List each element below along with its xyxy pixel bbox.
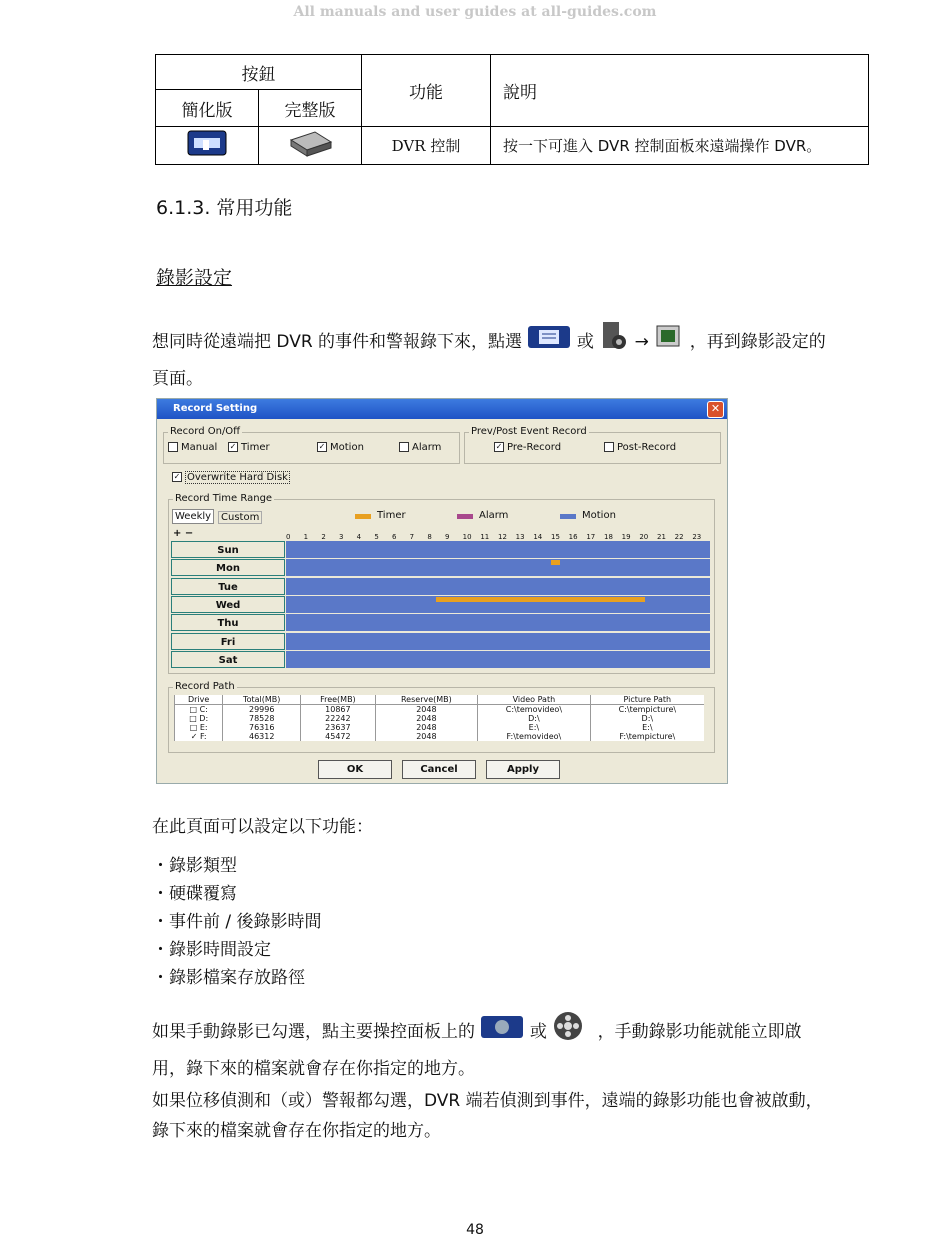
tab-weekly[interactable]: Weekly bbox=[172, 509, 214, 524]
schedule-row[interactable] bbox=[286, 559, 710, 576]
path-cell: 23637 bbox=[301, 723, 376, 732]
hour-label: 7 bbox=[409, 533, 415, 541]
header-full: 完整版 bbox=[259, 90, 362, 127]
film-reel-icon[interactable] bbox=[552, 1010, 592, 1054]
dvr-control-full-icon[interactable] bbox=[259, 127, 362, 165]
para1-text-2: ，再到錄影設定的 bbox=[689, 332, 826, 352]
para3-line2: 錄下來的檔案就會存在你指定的地方。 bbox=[152, 1121, 441, 1141]
path-cell: 29996 bbox=[223, 705, 301, 715]
hour-label: 11 bbox=[480, 533, 490, 541]
day-label: Tue bbox=[171, 578, 285, 595]
header-function: 功能 bbox=[362, 55, 491, 127]
path-cell: C:\tempicture\ bbox=[590, 705, 704, 715]
hour-label: 12 bbox=[498, 533, 507, 541]
path-cell: D:\ bbox=[590, 714, 704, 723]
legend-motion: Motion bbox=[582, 510, 616, 521]
list-item: ・事件前 / 後錄影時間 bbox=[152, 912, 322, 932]
hour-label: 19 bbox=[621, 533, 631, 541]
path-cell: 76316 bbox=[223, 723, 301, 732]
path-cell: □ D: bbox=[175, 714, 223, 723]
row-desc: 按一下可進入 DVR 控制面板來遠端操作 DVR。 bbox=[491, 127, 869, 165]
para2-text-2: ，手動錄影功能就能立即啟 bbox=[597, 1022, 802, 1042]
schedule-row[interactable] bbox=[286, 578, 710, 595]
path-cell: 78528 bbox=[223, 714, 301, 723]
cancel-button[interactable]: Cancel bbox=[402, 760, 476, 779]
path-cell: F:\temovideo\ bbox=[478, 732, 591, 741]
path-cell: 2048 bbox=[375, 732, 477, 741]
header-simple: 簡化版 bbox=[156, 90, 259, 127]
apply-button[interactable]: Apply bbox=[486, 760, 560, 779]
legend-timer-swatch bbox=[355, 514, 371, 519]
hour-label: 8 bbox=[427, 533, 432, 541]
legend-timer: Timer bbox=[377, 510, 406, 521]
section-heading: 6.1.3. 常用功能 bbox=[156, 197, 293, 219]
path-header: Total(MB) bbox=[223, 695, 301, 705]
path-cell: 22242 bbox=[301, 714, 376, 723]
schedule-row[interactable] bbox=[286, 614, 710, 631]
row-function: DVR 控制 bbox=[362, 127, 491, 165]
arrow: → bbox=[634, 332, 649, 352]
paragraph-3 bbox=[152, 1086, 823, 1146]
hour-label: 0 bbox=[286, 533, 291, 541]
subheading: 錄影設定 bbox=[156, 267, 233, 289]
paragraph-1 bbox=[152, 320, 826, 394]
schedule-row[interactable] bbox=[286, 633, 710, 650]
timer-checkbox[interactable]: ✓ Timer bbox=[229, 442, 270, 453]
list-item: ・硬碟覆寫 bbox=[152, 884, 237, 904]
path-header: Free(MB) bbox=[301, 695, 376, 705]
legend-alarm: Alarm bbox=[479, 510, 509, 521]
path-cell: E:\ bbox=[478, 723, 591, 732]
record-path-title: Record Path bbox=[175, 681, 235, 692]
path-cell: 2048 bbox=[375, 705, 477, 715]
path-header: Video Path bbox=[478, 695, 591, 705]
day-label: Sat bbox=[171, 651, 285, 668]
record-setting-full-icon[interactable] bbox=[654, 322, 684, 362]
post-record-checkbox[interactable]: Post-Record bbox=[604, 442, 676, 453]
hour-label: 10 bbox=[462, 533, 472, 541]
manual-record-simple-icon[interactable] bbox=[480, 1014, 524, 1050]
record-path-table bbox=[174, 695, 704, 741]
ok-button[interactable]: OK bbox=[318, 760, 392, 779]
path-cell: 45472 bbox=[301, 732, 376, 741]
timer-block bbox=[436, 597, 644, 602]
hour-label: 2 bbox=[321, 533, 326, 541]
manual-checkbox[interactable]: Manual bbox=[168, 442, 217, 453]
record-setting-simple-icon[interactable] bbox=[527, 324, 571, 360]
path-cell: F:\tempicture\ bbox=[590, 732, 704, 741]
day-label: Mon bbox=[171, 559, 285, 576]
intro-list: 在此頁面可以設定以下功能： bbox=[152, 817, 373, 837]
path-cell: E:\ bbox=[590, 723, 704, 732]
para1-or: 或 bbox=[576, 332, 594, 352]
hour-label: 3 bbox=[339, 533, 344, 541]
hour-label: 21 bbox=[657, 533, 666, 541]
record-onoff-title: Record On/Off bbox=[170, 426, 241, 437]
legend-alarm-swatch bbox=[457, 514, 473, 519]
para1-text: 想同時從遠端把 DVR 的事件和警報錄下來，點選 bbox=[152, 332, 523, 352]
alarm-checkbox[interactable]: Alarm bbox=[399, 442, 441, 453]
path-cell: 2048 bbox=[375, 723, 477, 732]
para1-line2: 頁面。 bbox=[152, 369, 203, 389]
day-label: Fri bbox=[171, 633, 285, 650]
hour-label: 16 bbox=[568, 533, 578, 541]
tools-icon[interactable] bbox=[599, 320, 629, 364]
schedule-row[interactable] bbox=[286, 651, 710, 668]
path-header: Drive bbox=[175, 695, 223, 705]
table-row[interactable] bbox=[175, 714, 705, 723]
path-cell: D:\ bbox=[478, 714, 591, 723]
table-row[interactable] bbox=[175, 705, 705, 715]
path-cell: ✓ F: bbox=[175, 732, 223, 741]
path-cell: C:\temovideo\ bbox=[478, 705, 591, 715]
pre-record-checkbox[interactable]: ✓ Pre-Record bbox=[495, 442, 562, 453]
paragraph-2 bbox=[152, 1010, 802, 1084]
path-cell: □ C: bbox=[175, 705, 223, 715]
tab-custom[interactable]: Custom bbox=[218, 511, 262, 524]
schedule-row[interactable] bbox=[286, 541, 710, 558]
header-desc: 說明 bbox=[491, 55, 869, 127]
day-label: Thu bbox=[171, 614, 285, 631]
hour-label: 22 bbox=[674, 533, 684, 541]
timer-block bbox=[551, 560, 560, 565]
path-cell: 2048 bbox=[375, 714, 477, 723]
dialog-title: Record Setting bbox=[173, 403, 258, 414]
list-item: ・錄影時間設定 bbox=[152, 940, 271, 960]
motion-checkbox[interactable]: ✓ Motion bbox=[318, 442, 364, 453]
day-label: Sun bbox=[171, 541, 285, 558]
table-row[interactable] bbox=[175, 732, 705, 741]
para2-or: 或 bbox=[529, 1022, 547, 1042]
path-header: Reserve(MB) bbox=[375, 695, 477, 705]
hour-label: 14 bbox=[533, 533, 543, 541]
hour-label: 18 bbox=[604, 533, 613, 541]
dialog-titlebar bbox=[157, 399, 727, 419]
hour-label: 6 bbox=[392, 533, 397, 541]
close-icon[interactable]: ✕ bbox=[707, 401, 724, 418]
path-header: Picture Path bbox=[590, 695, 704, 705]
feature-list bbox=[152, 852, 322, 992]
hour-label: 9 bbox=[445, 533, 450, 541]
header-buttons: 按鈕 bbox=[156, 55, 362, 90]
hour-label: 1 bbox=[303, 533, 309, 541]
para2-line2: 用，錄下來的檔案就會存在你指定的地方。 bbox=[152, 1059, 475, 1079]
time-range-title: Record Time Range bbox=[175, 493, 273, 504]
hour-label: 20 bbox=[639, 533, 649, 541]
hour-label: 5 bbox=[374, 533, 379, 541]
hour-label: 23 bbox=[692, 533, 702, 541]
legend-motion-swatch bbox=[560, 514, 576, 519]
path-cell: 10867 bbox=[301, 705, 376, 715]
day-label: Wed bbox=[171, 596, 285, 613]
hour-label: 13 bbox=[515, 533, 525, 541]
zoom-buttons[interactable]: + − bbox=[173, 528, 194, 539]
para2-text: 如果手動錄影已勾選，點主要操控面板上的 bbox=[152, 1022, 475, 1042]
button-table bbox=[155, 54, 869, 165]
table-row[interactable] bbox=[175, 723, 705, 732]
list-item: ・錄影檔案存放路徑 bbox=[152, 968, 305, 988]
list-item: ・錄影類型 bbox=[152, 856, 237, 876]
overwrite-checkbox[interactable]: ✓ Overwrite Hard Disk bbox=[173, 472, 288, 483]
path-cell: 46312 bbox=[223, 732, 301, 741]
watermark: All manuals and user guides at all-guides.com bbox=[293, 4, 657, 20]
hour-label: 17 bbox=[586, 533, 596, 541]
page-number: 48 bbox=[466, 1222, 484, 1238]
dvr-control-simple-icon[interactable] bbox=[156, 127, 259, 165]
para3-line1: 如果位移偵測和（或）警報都勾選，DVR 端若偵測到事件，遠端的錄影功能也會被啟動， bbox=[152, 1091, 823, 1111]
path-cell: □ E: bbox=[175, 723, 223, 732]
prepost-title: Prev/Post Event Record bbox=[471, 426, 587, 437]
hour-label: 15 bbox=[551, 533, 560, 541]
hour-label: 4 bbox=[356, 533, 362, 541]
